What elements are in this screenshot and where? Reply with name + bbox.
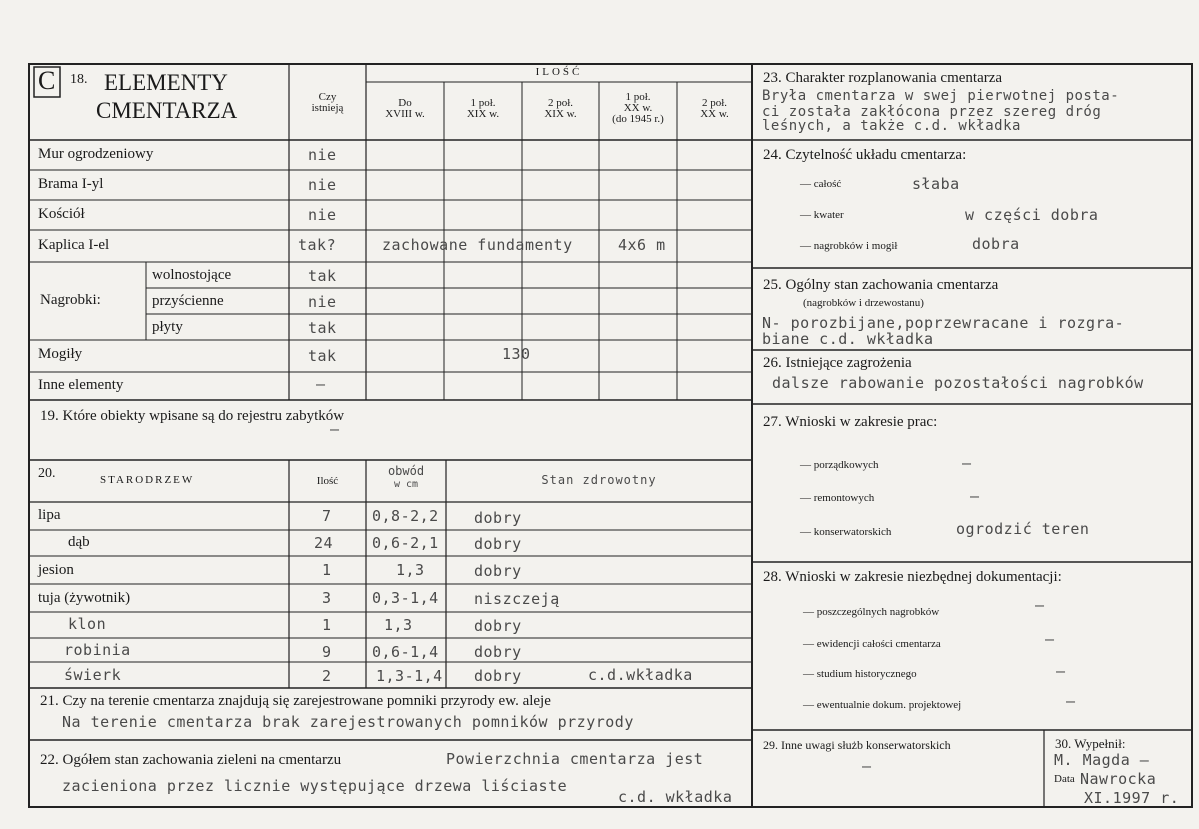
tree-3-obwod: 1,3 <box>396 561 425 579</box>
s28-d-label: — ewentualnie dokum. projektowej <box>803 699 962 711</box>
tree-2-count: 24 <box>314 534 334 552</box>
s25-sub: (nagrobków i drzewostanu) <box>803 297 924 309</box>
row-plyty-value: tak <box>308 319 337 337</box>
s23-line2: ci została zakłócona przez szereg dróg <box>762 104 1102 120</box>
s30-name1: M. Magda – <box>1054 751 1150 769</box>
tree-1-name: lipa <box>38 507 61 523</box>
s23-title: 23. Charakter rozplanowania cmentarza <box>763 70 1003 86</box>
s20-title: STARODRZEW <box>100 474 195 486</box>
s27-porzadkowych-value: – <box>962 454 972 472</box>
tree-6-name: robinia <box>64 641 131 659</box>
row-kaplica-note: zachowane fundamenty <box>382 236 573 254</box>
s18-title-line1: ELEMENTY <box>104 70 228 95</box>
s19-title: 19. Które obiekty wpisane są do rejestru zabytków <box>40 408 345 424</box>
tree-3-stan: dobry <box>474 562 522 580</box>
s27-porzadkowych-label: — porządkowych <box>800 459 879 471</box>
row-inne-label: Inne elementy <box>38 377 124 393</box>
row-brama-value: nie <box>308 176 337 194</box>
tree-5-stan: dobry <box>474 617 522 635</box>
s25-line1: N- porozbijane,poprzewracane i rozgra- <box>762 314 1125 332</box>
s21-title: 21. Czy na terenie cmentarza znajdują się zarejestrowane pomniki przyrody ew. aleje <box>40 693 551 709</box>
s28-a-value: – <box>1035 596 1045 614</box>
row-wolnostojace-value: tak <box>308 267 337 285</box>
s21-value: Na terenie cmentarza brak zarejestrowanych pomników przyrody <box>62 713 634 731</box>
s27-konserwatorskich-label: — konserwatorskich <box>800 526 892 538</box>
header-ilosc: ILOŚĆ <box>535 66 583 78</box>
tree-7-stan: dobry <box>474 667 522 685</box>
s24-calosc-label: — całość <box>800 178 842 190</box>
s27-konserwatorskich-value: ogrodzić teren <box>956 520 1090 538</box>
s19-value: – <box>330 420 340 438</box>
tree-7-note: c.d.wkładka <box>588 666 693 684</box>
header-col-1pol-xx: 1 poł. XX w. (do 1945 r.) <box>612 91 664 125</box>
tree-6-count: 9 <box>322 643 332 661</box>
tree-3-count: 1 <box>322 561 332 579</box>
s22-value2: zacieniona przez licznie występujące drzewa liściaste <box>62 777 568 795</box>
row-inne-value: – <box>316 375 326 393</box>
s24-nagrobkow-value: dobra <box>972 235 1020 253</box>
s24-kwater-label: — kwater <box>800 209 844 221</box>
header-col-1pol-xix: 1 poł. XIX w. <box>466 97 500 120</box>
s20-stan-header: Stan zdrowotny <box>541 473 657 487</box>
tree-6-stan: dobry <box>474 643 522 661</box>
tree-7-count: 2 <box>322 667 332 685</box>
tree-2-name: dąb <box>68 534 90 550</box>
row-kosciol-value: nie <box>308 206 337 224</box>
section-letter: C <box>38 66 56 95</box>
s30-title: 30. Wypełnił: <box>1055 736 1126 751</box>
tree-1-stan: dobry <box>474 509 522 527</box>
tree-7-obwod: 1,3-1,4 <box>376 667 443 685</box>
tree-6-obwod: 0,6-1,4 <box>372 643 439 661</box>
s28-b-value: – <box>1045 630 1055 648</box>
s29-value: – <box>862 757 872 775</box>
row-plyty-label: płyty <box>152 319 183 335</box>
s24-calosc-value: słaba <box>912 175 960 193</box>
s20-number: 20. <box>38 466 56 481</box>
s27-remontowych-label: — remontowych <box>800 492 875 504</box>
row-kaplica-size: 4x6 m <box>618 236 666 254</box>
s23-line1: Bryła cmentarza w swej pierwotnej posta- <box>762 88 1120 104</box>
s25-line2: biane c.d. wkładka <box>762 330 934 348</box>
s22-title: 22. Ogółem stan zachowania zieleni na cmentarzu <box>40 752 342 768</box>
row-brama-label: Brama I-yl <box>38 176 104 192</box>
header-col-2pol-xix: 2 poł. XIX w. <box>544 97 577 120</box>
s30-name2: Nawrocka <box>1080 770 1157 788</box>
tree-5-name: klon <box>68 615 107 633</box>
row-mogily-label: Mogiły <box>38 346 83 362</box>
tree-3-name: jesion <box>38 562 74 578</box>
s22-note: c.d. wkładka <box>618 788 733 806</box>
s23-line3: leśnych, a także c.d. wkładka <box>762 118 1021 134</box>
tree-4-name: tuja (żywotnik) <box>38 590 131 606</box>
row-przyscienne-value: nie <box>308 293 337 311</box>
s30-data-label: Data <box>1054 773 1075 785</box>
tree-4-obwod: 0,3-1,4 <box>372 589 439 607</box>
s28-title: 28. Wnioski w zakresie niezbędnej dokumentacji: <box>763 569 1062 585</box>
s28-b-label: — ewidencji całości cmentarza <box>803 638 941 650</box>
s24-kwater-value: w części dobra <box>965 206 1099 224</box>
s28-c-label: — studium historycznego <box>803 668 917 680</box>
tree-2-stan: dobry <box>474 535 522 553</box>
row-nagrobki-label: Nagrobki: <box>40 292 101 308</box>
s28-c-value: – <box>1056 662 1066 680</box>
s27-remontowych-value: – <box>970 487 980 505</box>
row-mogily-count: 130 <box>502 345 531 363</box>
row-kaplica-label: Kaplica I-el <box>38 237 110 253</box>
tree-5-obwod: 1,3 <box>384 616 413 634</box>
tree-1-obwod: 0,8-2,2 <box>372 507 439 525</box>
row-mogily-value: tak <box>308 347 337 365</box>
s18-title-line2: CMENTARZA <box>96 98 238 123</box>
s29-title: 29. Inne uwagi służb konserwatorskich <box>763 738 951 752</box>
row-mur-value: nie <box>308 146 337 164</box>
s28-a-label: — poszczególnych nagrobków <box>803 606 940 618</box>
row-mur-label: Mur ogrodzeniowy <box>38 146 154 162</box>
tree-2-obwod: 0,6-2,1 <box>372 534 439 552</box>
tree-4-stan: niszczeją <box>474 590 560 608</box>
row-przyscienne-label: przyścienne <box>152 293 224 309</box>
s25-title: 25. Ogólny stan zachowania cmentarza <box>763 277 999 293</box>
tree-4-count: 3 <box>322 589 332 607</box>
row-kosciol-label: Kościół <box>38 206 85 222</box>
tree-7-name: świerk <box>64 666 122 684</box>
tree-5-count: 1 <box>322 616 332 634</box>
s22-value1: Powierzchnia cmentarza jest <box>446 750 704 768</box>
tree-1-count: 7 <box>322 507 332 525</box>
s24-nagrobkow-label: — nagrobków i mogił <box>800 240 898 252</box>
s20-ilosc-header: Ilość <box>316 475 339 487</box>
s18-number: 18. <box>70 72 88 87</box>
header-czy-istnieja: Czy istnieją <box>311 91 344 114</box>
s26-title: 26. Istniejące zagrożenia <box>763 355 912 371</box>
s27-title: 27. Wnioski w zakresie prac: <box>763 414 938 430</box>
s28-d-value: – <box>1066 692 1076 710</box>
s26-value: dalsze rabowanie pozostałości nagrobków <box>772 374 1144 392</box>
row-wolnostojace-label: wolnostojące <box>152 267 232 283</box>
row-kaplica-value: tak? <box>298 236 337 254</box>
header-col-2pol-xx: 2 poł. XX w. <box>700 97 729 120</box>
s20-obwod-header: obwód w cm <box>387 464 425 490</box>
s24-title: 24. Czytelność układu cmentarza: <box>763 147 967 163</box>
s30-date: XI.1997 r. <box>1084 789 1180 807</box>
header-col-xviii: Do XVIII w. <box>385 97 425 120</box>
